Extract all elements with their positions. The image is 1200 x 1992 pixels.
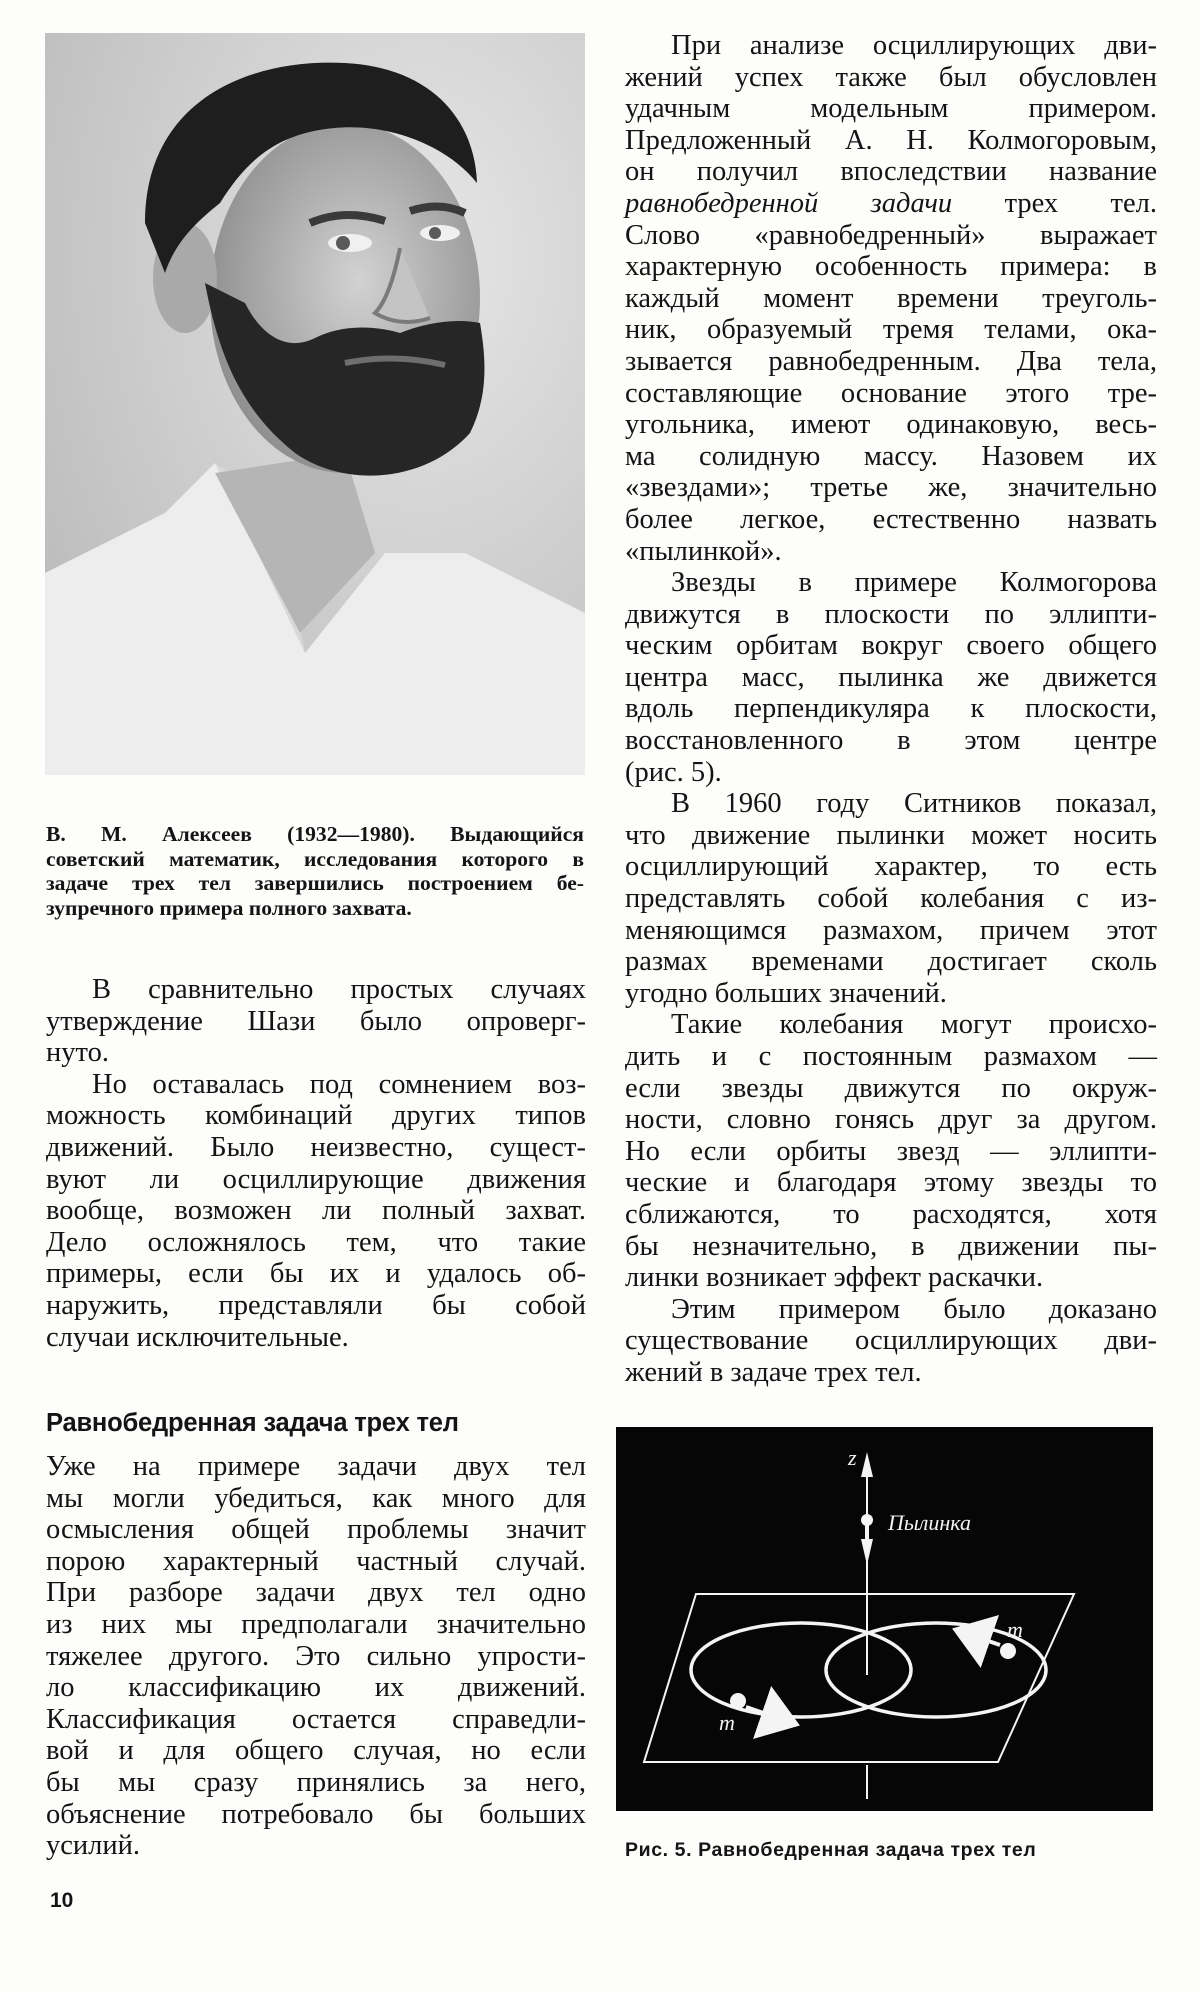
text-line: угодно больших значений. [625,977,947,1009]
text-line: тяжелее другого. Это сильно упрости- [46,1640,586,1672]
paragraph [625,1009,1157,1293]
text-line: нуто. [46,1037,109,1069]
text-line: Предложенный А. Н. Колмогоровым, [625,124,1157,156]
text-line: жений в задаче трех тел. [625,1356,922,1388]
text-line: ник, образуемый тремя телами, ока- [625,314,1157,346]
text-line: жений успех также был обусловлен [625,61,1157,93]
text-line: угольника, имеют одинаковую, весь- [625,409,1157,441]
text-line: размах временами достигает сколь [625,946,1157,978]
paragraph [46,1451,586,1862]
text-line: восстановленного в этом центре [625,725,1157,757]
text-line: Но оставалась под сомнением воз- [92,1068,586,1100]
figure-diagram [616,1427,1153,1811]
text-line: центра масс, пылинка же движется [625,661,1157,693]
photo-caption [46,822,584,920]
z-axis-label: z [848,1445,857,1470]
right-column-text [625,30,1157,1389]
star-right [1000,1643,1016,1659]
caption-line: советский математик, исследования которого в [46,846,584,871]
text-line: если звезды движутся по окруж- [625,1072,1157,1104]
text-line: порою характерный частный случай. [46,1545,586,1577]
text-line: каждый момент времени треуголь- [625,282,1157,314]
paragraph [625,788,1157,1009]
star-label-right: m [1007,1617,1023,1642]
text-line: В сравнительно простых случаях [92,974,586,1005]
text-line: «звездами»; третье же, значительно [625,472,1157,504]
figure-isosceles-three-body [616,1427,1153,1811]
text-line: существование осциллирующих дви- [625,1325,1157,1357]
text-line: мы могли убедиться, как много для [46,1482,586,1514]
paragraph [625,1294,1157,1389]
text-line: дить и с постоянным размахом — [625,1041,1157,1072]
figure-caption: Рис. 5. Равнобедренная задача трех тел [625,1839,1037,1861]
z-axis-arrow-up-icon [861,1452,873,1477]
text-line: утверждение Шази было опроверг- [46,1005,586,1037]
text-line: примеры, если бы их и удалось об- [46,1258,586,1290]
text-line: движутся в плоскости по эллипти- [625,598,1157,630]
paragraph [625,30,1157,567]
text-line: вообще, возможен ли полный захват. [46,1195,586,1227]
text-line: сближаются, то расходятся, хотя [625,1198,1157,1230]
text-line: случаи исключительные. [46,1321,349,1353]
text-line: усилий. [46,1830,141,1862]
dust-particle [861,1514,873,1526]
text-line: характерную особенность примера: в [625,251,1157,283]
paragraph [46,974,586,1069]
text-line: бы мы сразу принялись за него, [46,1766,586,1798]
section-heading: Равнобедренная задача трех тел [46,1409,459,1437]
text-line: зывается равнобедренным. Два тела, [625,345,1157,377]
text-line: вдоль перпендикуляра к плоскости, [625,693,1157,725]
text-line: удачным модельным примером. [625,93,1157,125]
text-line: что движение пылинки может носить [625,819,1157,851]
text-line: можность комбинаций других типов [46,1100,586,1132]
text-line: наружить, представляли бы собой [46,1289,586,1321]
caption-line: зупречного примера полного захвата. [46,895,412,920]
caption-line: задаче трех тел завершились построением бе- [46,871,584,896]
text-line: Дело осложнялось тем, что такие [46,1226,586,1258]
text-line: «пылинкой». [625,535,782,567]
star-right-arrow-icon [971,1635,1000,1645]
text-line: бы незначительно, в движении пы- [625,1230,1157,1262]
text-line: ности, словно гонясь друг за другом. [625,1104,1157,1136]
text-line: При анализе осциллирующих дви- [671,30,1157,61]
text-line: ло классификацию их движений. [46,1672,586,1704]
text-line: Уже на примере задачи двух тел [46,1451,586,1482]
text-line: ческим орбитам вокруг своего общего [625,630,1157,662]
star-left [730,1693,746,1709]
text-line: из них мы предполагали значительно [46,1608,586,1640]
text-line: представлять собой колебания с из- [625,883,1157,915]
paragraph [625,567,1157,788]
text-line: Но если орбиты звезд — эллипти- [625,1135,1157,1167]
text-line: объяснение потребовало бы больших [46,1798,586,1830]
text-line: Слово «равнобедренный» выражает [625,219,1157,251]
text-line: линки возникает эффект раскачки. [625,1262,1044,1294]
text-line: ческие и благодаря этому звезды то [625,1167,1157,1199]
dust-arrow-down-icon [861,1539,873,1565]
text-line: составляющие основание этого тре- [625,377,1157,409]
portrait-photo [45,33,585,775]
dust-label: Пылинка [888,1510,972,1535]
star-label-left: m [719,1710,735,1735]
paragraph [46,1069,586,1353]
text-line: более легкое, естественно назвать [625,503,1157,535]
text-line: меняющимся размахом, причем этот [625,914,1157,946]
text-line: Классификация остается справедли- [46,1703,586,1735]
text-line: осмысления общей проблемы значит [46,1514,586,1546]
orbit-left [691,1623,911,1717]
text-line: Такие колебания могут происхо- [671,1009,1157,1041]
page-number: 10 [50,1889,74,1912]
text-line: осциллирующий характер, то есть [625,851,1157,883]
text-line: ма солидную массу. Назовем их [625,440,1157,472]
text-line: Этим примером было доказано [671,1293,1157,1325]
text-line: Звезды в примере Колмогорова [671,567,1157,599]
text-line: он получил впоследствии название [625,156,1157,188]
left-column-text-bottom [46,1451,586,1862]
portrait-illustration [45,33,585,775]
text-line: равнобедренной задачи трех тел. [625,187,1158,219]
left-column-text-top [46,974,586,1353]
text-line: (рис. 5). [625,756,722,788]
caption-line: В. М. Алексеев (1932—1980). Выдающийся [46,822,584,846]
text-line: вуют ли осциллирующие движения [46,1163,586,1195]
text-line: При разборе задачи двух тел одно [46,1577,586,1609]
text-line: движений. Было неизвестно, сущест- [46,1131,586,1163]
text-line: В 1960 году Ситников показал, [671,788,1157,820]
text-line: вой и для общего случая, но если [46,1735,586,1767]
